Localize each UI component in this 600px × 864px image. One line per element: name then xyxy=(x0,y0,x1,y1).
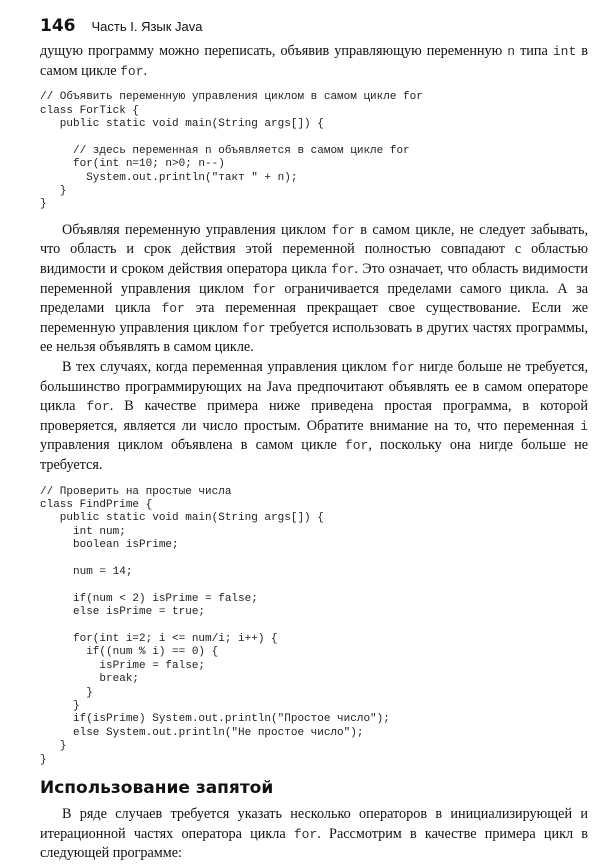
p2-code-2: for xyxy=(86,399,110,415)
intro-text-2: типа xyxy=(515,43,548,59)
p3-text-2: . Рассмотрим в качестве примера цикл в следующей программе: xyxy=(40,825,589,862)
p1-text-1: Объявляя переменную управления циклом xyxy=(62,221,332,238)
intro-code-3: for xyxy=(120,63,144,79)
p2-code-3: i xyxy=(580,418,588,434)
p1-code-1: for xyxy=(331,222,355,238)
page-header xyxy=(40,16,588,40)
code-block-findprime: // Проверить на простые числа class FindPrime { public static void main(String args[]) { int num; boolean isPrime; num = 14; if(num < 2) isPrime = false; else isPrime = true; for(int i=2; i <= num/i; i++) { if((num % i) == 0) { isPrime = false; break; } } if(isPrime) System.out.println("Простое число"); else System.out.println("Не простое число"); } } xyxy=(40,485,390,766)
p1-text-3: . Это означает, что область видимости переменной управления циклом xyxy=(40,261,588,297)
running-title: Часть I. Язык Java xyxy=(91,19,203,34)
intro-text-3: в самом цикле xyxy=(40,43,588,79)
section-heading: Использование запятой xyxy=(40,778,274,799)
intro-paragraph xyxy=(40,42,588,81)
p2-code-4: for xyxy=(344,438,369,454)
p2-text-3: . В качестве примера ниже приведена простая программа, в которой проверяется, является ли число простым. Обратите внимание на то, что переменная xyxy=(40,398,588,434)
intro-text-4: . xyxy=(143,62,148,79)
p1-text-5: эта переменная прекращает свое существование. Если же переменную управления циклом xyxy=(40,300,588,336)
p1-code-3: for xyxy=(252,281,276,297)
p1-text-6: требуется использовать в других частях программы, ее нельзя объявлять в самом цикле. xyxy=(40,319,588,356)
code-block-fortick: // Объявить переменную управления циклом в самом цикле for class ForTick { public static void main(String args[]) { // здесь переменная n объявляется в самом цикле for for(int n=10; n>0; n--) System.out.println("такт " + n); } } xyxy=(40,91,423,211)
page-number: 146 xyxy=(40,16,76,36)
intro-code-1: n xyxy=(507,44,516,59)
book-page xyxy=(40,16,588,864)
paragraph-scope xyxy=(40,221,588,358)
intro-text-1: дущую программу можно переписать, объявив управляющую переменную xyxy=(40,43,508,59)
p2-text-1: В тех случаях, когда переменная управления циклом xyxy=(62,359,392,375)
p3-text-1: В ряде случаев требуется указать несколько операторов в инициализирующей и итерационной частях оператора цикла xyxy=(40,806,588,842)
p2-text-5: , поскольку она нигде больше не требуется. xyxy=(40,437,588,473)
p1-text-4: ограничивается пределами самого цикла. А за пределами цикла xyxy=(40,280,588,317)
intro-code-2: int xyxy=(552,44,577,59)
p2-text-4: управления циклом объявлена в самом цикле xyxy=(40,437,345,454)
p2-code-1: for xyxy=(391,360,415,375)
p1-code-5: for xyxy=(242,320,266,336)
p1-code-4: for xyxy=(161,301,185,317)
p3-code-1: for xyxy=(293,826,318,842)
p1-text-2: в самом цикле, не следует забывать, что область и срок действия этой переменной полностью совпадают с областью видимости и сроком действия оператора цикла xyxy=(40,221,589,278)
p2-text-2: нигде больше не требуется, большинство программирующих на Java предпочитают объявлять ее в самом операторе цикла xyxy=(40,359,588,415)
paragraph-declare-in-loop xyxy=(40,358,588,476)
p1-code-2: for xyxy=(331,262,355,278)
paragraph-comma xyxy=(40,805,588,864)
